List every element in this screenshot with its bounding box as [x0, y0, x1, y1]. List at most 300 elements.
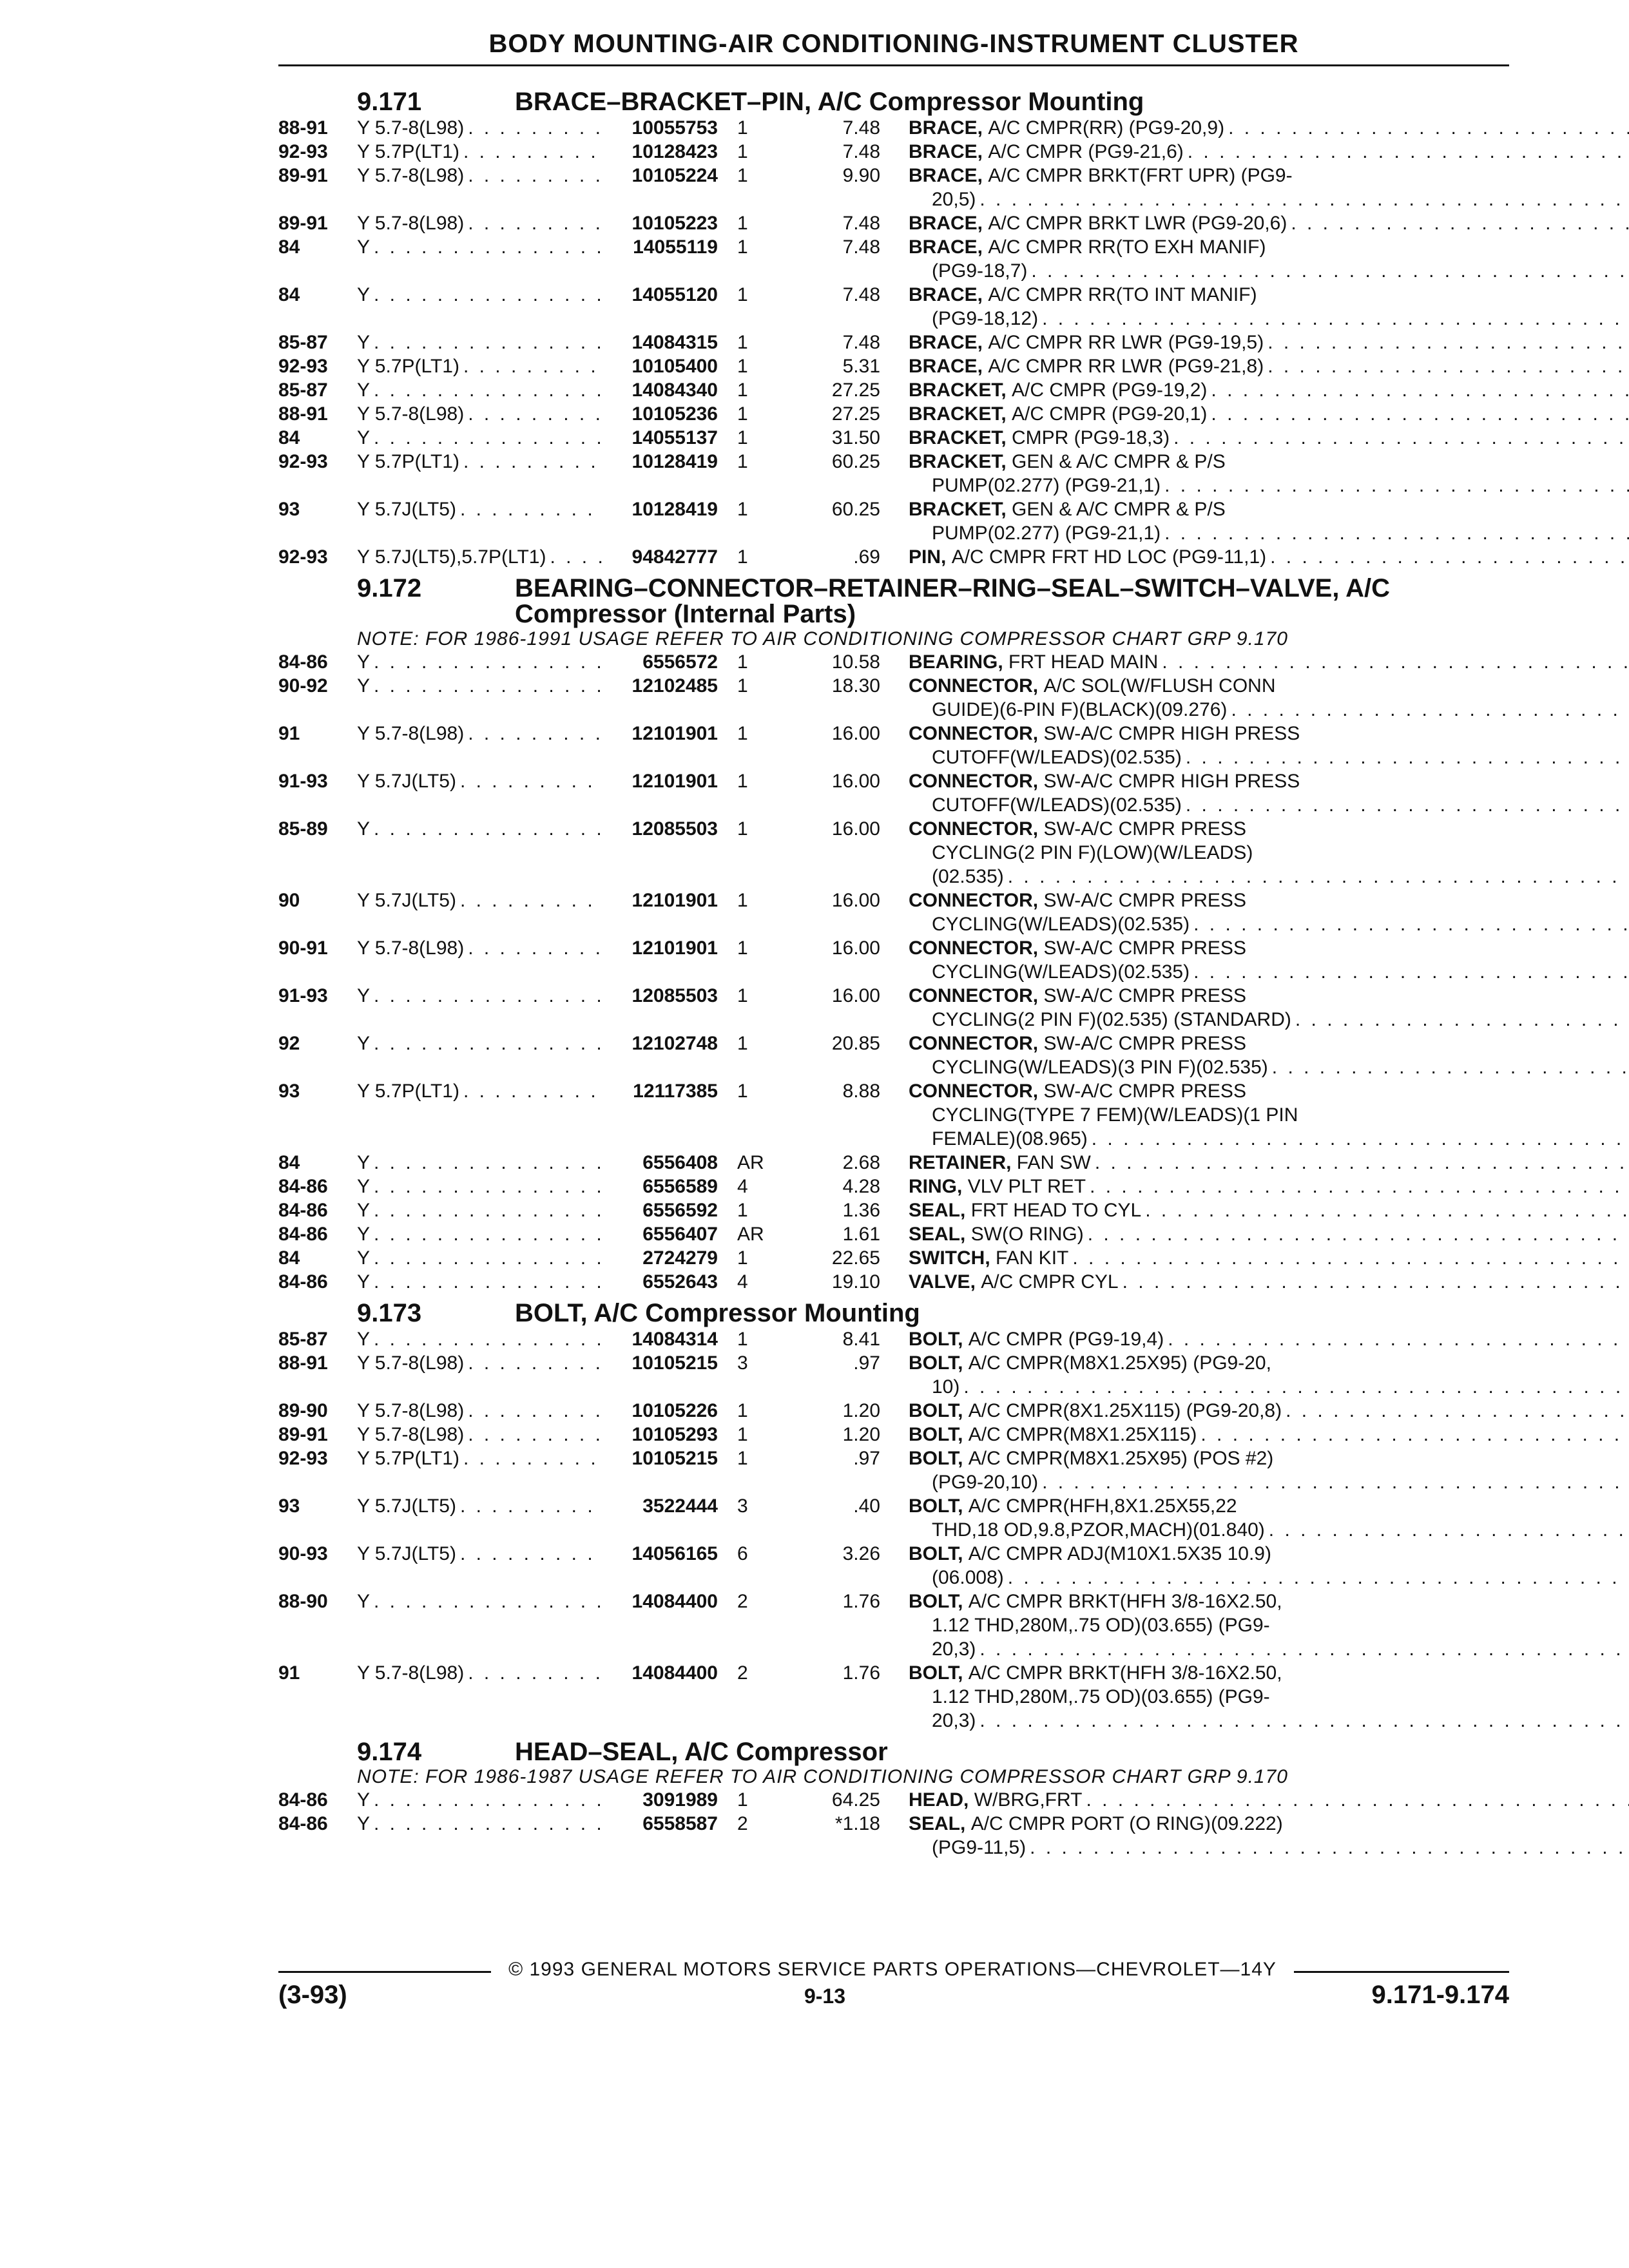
part-row — [278, 402, 1509, 426]
description-line — [909, 1399, 1629, 1423]
description-text: SW-A/C CMPR HIGH PRESS — [1043, 723, 1300, 744]
price: *1.18 — [834, 1813, 880, 1834]
model-years: 92-93 — [278, 356, 328, 377]
section-heading — [278, 1300, 1509, 1326]
description — [880, 936, 1629, 984]
part-name: BOLT, — [909, 1329, 963, 1350]
description-line — [909, 354, 1629, 378]
part-number: 6556407 — [642, 1224, 718, 1245]
part-row — [278, 1079, 1509, 1151]
application — [357, 936, 602, 960]
leader-dots — [456, 497, 602, 521]
model-years: 89-90 — [278, 1400, 328, 1421]
price: 27.25 — [831, 380, 880, 401]
application — [357, 1327, 602, 1351]
description-line — [909, 1375, 1629, 1399]
description-text: GEN & A/C CMPR & P/S — [1012, 499, 1226, 520]
part-number: 2724279 — [642, 1247, 718, 1269]
price: 16.00 — [831, 723, 880, 744]
part-row — [278, 1351, 1509, 1399]
description-line — [909, 1470, 1629, 1494]
description-line — [909, 865, 1629, 889]
description-text: A/C CMPR RR(TO INT MANIF) — [988, 284, 1257, 305]
leader-dots — [370, 426, 602, 450]
quantity: 1 — [737, 403, 748, 425]
model-years: 93 — [278, 1495, 300, 1517]
description-line — [909, 545, 1629, 569]
part-name: BRACKET, — [909, 451, 1007, 472]
footer-copyright: © 1993 GENERAL MOTORS SERVICE PARTS OPERATIONS—CHEVROLET—14Y — [508, 1959, 1277, 1980]
model-years: 84-86 — [278, 1224, 328, 1245]
application-text: Y — [357, 1789, 371, 1811]
model-years: 88-91 — [278, 117, 328, 139]
leader-dots — [370, 650, 602, 674]
part-name: BOLT, — [909, 1591, 963, 1612]
application — [357, 1788, 602, 1812]
leader-dots — [456, 889, 602, 912]
quantity: 1 — [737, 499, 748, 520]
part-number: 6558587 — [642, 1813, 718, 1834]
part-row — [278, 1222, 1509, 1246]
leader-dots — [464, 402, 602, 426]
application — [357, 889, 602, 912]
application — [357, 817, 602, 841]
quantity: 1 — [737, 937, 748, 959]
price: 60.25 — [831, 451, 880, 472]
part-name: BRACKET, — [909, 499, 1007, 520]
application — [357, 722, 602, 745]
description-text: SW-A/C CMPR PRESS — [1043, 1033, 1246, 1054]
quantity: 1 — [737, 1424, 748, 1445]
leader-dots — [370, 283, 602, 307]
description — [880, 984, 1629, 1032]
part-row — [278, 817, 1509, 889]
description — [880, 1079, 1629, 1151]
description — [880, 331, 1629, 354]
leader-dots — [1026, 1836, 1629, 1860]
application-text: Y — [357, 380, 371, 401]
description-text: (06.008) — [932, 1567, 1004, 1588]
leader-dots — [464, 1399, 602, 1423]
leader-dots — [976, 1637, 1629, 1661]
application-text: Y 5.7-8(L98) — [357, 1400, 465, 1421]
part-name: SWITCH, — [909, 1247, 990, 1269]
description-text: FAN SW — [1016, 1152, 1091, 1173]
description — [880, 140, 1629, 164]
description — [880, 817, 1629, 889]
description-line — [909, 1613, 1629, 1637]
quantity: 1 — [737, 356, 748, 377]
application — [357, 402, 602, 426]
description — [880, 1032, 1629, 1079]
quantity: 1 — [737, 380, 748, 401]
part-number: 14084315 — [631, 332, 718, 353]
description-text: A/C CMPR RR LWR (PG9-19,5) — [988, 332, 1264, 353]
leader-dots — [1164, 1327, 1629, 1351]
leader-dots — [1038, 307, 1629, 331]
description — [880, 722, 1629, 769]
leader-dots — [370, 378, 602, 402]
application-text: Y 5.7-8(L98) — [357, 213, 465, 234]
description-line — [909, 331, 1629, 354]
leader-dots — [1027, 259, 1629, 283]
part-number: 14055119 — [633, 236, 718, 258]
description-text: 10) — [932, 1376, 960, 1398]
price: 60.25 — [831, 499, 880, 520]
description-line — [909, 164, 1629, 187]
description — [880, 674, 1629, 722]
part-row — [278, 674, 1509, 722]
description-line — [909, 1423, 1629, 1446]
part-row — [278, 1032, 1509, 1079]
application — [357, 674, 602, 698]
description — [880, 1446, 1629, 1494]
section-note: NOTE: FOR 1986-1987 USAGE REFER TO AIR CONDITIONING COMPRESSOR CHART GRP 9.170 — [357, 1766, 1288, 1787]
application-text: Y — [357, 332, 371, 353]
footer-rule-left — [278, 1971, 491, 1973]
leader-dots — [1266, 545, 1629, 569]
description-line — [909, 984, 1629, 1008]
part-name: BRACE, — [909, 332, 983, 353]
model-years: 92 — [278, 1033, 300, 1054]
part-row — [278, 1423, 1509, 1446]
description-text: SW-A/C CMPR PRESS — [1043, 890, 1246, 911]
quantity: 1 — [737, 1448, 748, 1469]
part-row — [278, 1151, 1509, 1175]
price: 1.76 — [842, 1662, 880, 1684]
application — [357, 497, 602, 521]
description-line — [909, 960, 1629, 984]
part-name: BRACKET, — [909, 427, 1007, 448]
application — [357, 769, 602, 793]
footer-page-number: 9-13 — [804, 1984, 846, 2008]
model-years: 84-86 — [278, 651, 328, 673]
section-title: HEAD–SEAL, A/C Compressor — [515, 1738, 888, 1766]
application — [357, 650, 602, 674]
price: 16.00 — [831, 890, 880, 911]
description-text: A/C CMPR RR(TO EXH MANIF) — [988, 236, 1266, 258]
description-text: (PG9-11,5) — [932, 1837, 1027, 1858]
description-text: A/C CMPR (PG9-19,4) — [968, 1329, 1164, 1350]
description — [880, 1351, 1629, 1399]
description — [880, 1423, 1629, 1446]
model-years: 88-91 — [278, 1352, 328, 1374]
leader-dots — [459, 450, 602, 474]
application-text: Y — [357, 284, 371, 305]
quantity: 1 — [737, 1789, 748, 1811]
description — [880, 769, 1629, 817]
leader-dots — [370, 674, 602, 698]
description-line — [909, 1812, 1629, 1836]
price: 18.30 — [831, 675, 880, 697]
description-line — [909, 426, 1629, 450]
part-number: 12101901 — [631, 890, 718, 911]
description-text: 20,3) — [932, 1639, 976, 1660]
description-text: A/C CMPR RR LWR (PG9-21,8) — [988, 356, 1264, 377]
part-name: BRACE, — [909, 213, 983, 234]
application — [357, 1079, 602, 1103]
price: 16.00 — [831, 818, 880, 840]
part-name: BOLT, — [909, 1424, 963, 1445]
leader-dots — [1182, 793, 1629, 817]
description-line — [909, 1246, 1629, 1270]
leader-dots — [459, 354, 602, 378]
model-years: 84-86 — [278, 1789, 328, 1811]
part-number: 12117385 — [633, 1081, 718, 1102]
description-text: CYCLING(W/LEADS)(02.535) — [932, 914, 1190, 935]
price: 16.00 — [831, 771, 880, 792]
section-title: BOLT, A/C Compressor Mounting — [515, 1299, 920, 1327]
leader-dots — [456, 1542, 602, 1566]
footer-group-range: 9.171-9.174 — [1371, 1981, 1509, 2009]
model-years: 90-93 — [278, 1543, 328, 1564]
application-text: Y 5.7-8(L98) — [357, 1424, 465, 1445]
part-number: 12102748 — [631, 1033, 718, 1054]
application-text: Y — [357, 1224, 371, 1245]
model-years: 84 — [278, 427, 300, 448]
application — [357, 1032, 602, 1055]
description-line — [909, 817, 1629, 841]
description-line — [909, 1127, 1629, 1151]
description-line — [909, 1542, 1629, 1566]
application-text: Y 5.7-8(L98) — [357, 165, 465, 186]
application — [357, 1446, 602, 1470]
description-line — [909, 1566, 1629, 1590]
application-text: Y — [357, 651, 371, 673]
part-row — [278, 1494, 1509, 1542]
description-line — [909, 1032, 1629, 1055]
part-name: BOLT, — [909, 1543, 963, 1564]
part-row — [278, 1198, 1509, 1222]
description — [880, 1270, 1629, 1294]
price: 7.48 — [842, 117, 880, 139]
part-name: BOLT, — [909, 1400, 963, 1421]
description-line — [909, 1151, 1629, 1175]
description-text: A/C CMPR ADJ(M10X1.5X35 10.9) — [968, 1543, 1271, 1564]
quantity: 1 — [737, 771, 748, 792]
application-text: Y — [357, 1033, 371, 1054]
description-line — [909, 1709, 1629, 1733]
application — [357, 331, 602, 354]
description-text: A/C CMPR PORT (O RING)(09.222) — [970, 1813, 1283, 1834]
part-number: 14055137 — [631, 427, 718, 448]
description-text: A/C CMPR(M8X1.25X95) (POS #2) — [968, 1448, 1274, 1469]
application-text: Y — [357, 1152, 371, 1173]
application — [357, 426, 602, 450]
application — [357, 1399, 602, 1423]
part-name: CONNECTOR, — [909, 675, 1039, 697]
application — [357, 1175, 602, 1198]
part-row — [278, 1446, 1509, 1494]
part-row — [278, 283, 1509, 331]
leader-dots — [464, 164, 602, 187]
quantity: 1 — [737, 1200, 748, 1221]
application-text: Y — [357, 818, 371, 840]
description-line — [909, 1327, 1629, 1351]
leader-dots — [1161, 474, 1629, 497]
leader-dots — [1086, 1175, 1629, 1198]
application-text: Y — [357, 675, 371, 697]
description — [880, 426, 1629, 450]
description-line — [909, 912, 1629, 936]
application — [357, 1812, 602, 1836]
price: 7.48 — [842, 284, 880, 305]
leader-dots — [1004, 1566, 1629, 1590]
description-text: CYCLING(W/LEADS)(3 PIN F)(02.535) — [932, 1057, 1268, 1078]
description-text: SW-A/C CMPR PRESS — [1043, 818, 1246, 840]
leader-dots — [1141, 1198, 1629, 1222]
leader-dots — [459, 140, 602, 164]
model-years: 85-87 — [278, 332, 328, 353]
description-text: FRT HEAD MAIN — [1008, 651, 1159, 673]
description — [880, 1788, 1629, 1812]
description — [880, 545, 1629, 569]
leader-dots — [1182, 745, 1629, 769]
part-number: 12101901 — [631, 937, 718, 959]
part-row — [278, 1812, 1509, 1860]
price: 3.26 — [842, 1543, 880, 1564]
part-row — [278, 354, 1509, 378]
part-number: 10105224 — [631, 165, 718, 186]
price: .40 — [853, 1495, 880, 1517]
leader-dots — [459, 1446, 602, 1470]
application-text: Y 5.7J(LT5) — [357, 1543, 456, 1564]
quantity: AR — [737, 1152, 764, 1173]
price: 20.85 — [831, 1033, 880, 1054]
description-line — [909, 1103, 1629, 1127]
leader-dots — [370, 1151, 602, 1175]
description — [880, 1198, 1629, 1222]
model-years: 84-86 — [278, 1271, 328, 1293]
part-name: CONNECTOR, — [909, 723, 1039, 744]
header-rule — [278, 64, 1509, 66]
description-text: A/C CMPR(HFH,8X1.25X55,22 — [968, 1495, 1237, 1517]
description-text: 20,3) — [932, 1710, 976, 1731]
description-line — [909, 1175, 1629, 1198]
description — [880, 1590, 1629, 1661]
application-text: Y 5.7P(LT1) — [357, 356, 459, 377]
section-title: BRACE–BRACKET–PIN, A/C Compressor Mounting — [515, 88, 1144, 116]
description-text: (PG9-18,12) — [932, 308, 1039, 329]
description — [880, 1661, 1629, 1733]
application — [357, 1542, 602, 1566]
description-text: (02.535) — [932, 866, 1004, 887]
description — [880, 283, 1629, 331]
description-text: A/C CMPR BRKT(HFH 3/8-16X2.50, — [968, 1662, 1282, 1684]
application — [357, 1423, 602, 1446]
quantity: 1 — [737, 284, 748, 305]
model-years: 92-93 — [278, 141, 328, 162]
description-line — [909, 1008, 1629, 1032]
leader-dots — [1088, 1127, 1629, 1151]
price: 16.00 — [831, 937, 880, 959]
quantity: 2 — [737, 1662, 748, 1684]
description-text: (PG9-20,10) — [932, 1472, 1039, 1493]
description-line — [909, 1836, 1629, 1860]
description-line — [909, 235, 1629, 259]
leader-dots — [456, 1494, 602, 1518]
leader-dots — [546, 545, 602, 569]
part-number: 10128423 — [631, 141, 718, 162]
quantity: 2 — [737, 1591, 748, 1612]
section-heading — [278, 89, 1509, 115]
part-row — [278, 1327, 1509, 1351]
description-line — [909, 1198, 1629, 1222]
price: 7.48 — [842, 213, 880, 234]
leader-dots — [1227, 698, 1629, 722]
price: 22.65 — [831, 1247, 880, 1269]
application-text: Y 5.7-8(L98) — [357, 1352, 465, 1374]
quantity: 1 — [737, 141, 748, 162]
part-name: SEAL, — [909, 1813, 966, 1834]
quantity: 1 — [737, 1400, 748, 1421]
quantity: 1 — [737, 427, 748, 448]
price: 7.48 — [842, 332, 880, 353]
quantity: 1 — [737, 165, 748, 186]
application-text: Y 5.7P(LT1) — [357, 1448, 459, 1469]
description — [880, 211, 1629, 235]
part-row — [278, 235, 1509, 283]
leader-dots — [464, 1351, 602, 1375]
section-9-171 — [278, 89, 1509, 569]
description — [880, 1494, 1629, 1542]
description-text: W/BRG,FRT — [974, 1789, 1083, 1811]
model-years: 84-86 — [278, 1176, 328, 1197]
page-header-title: BODY MOUNTING-AIR CONDITIONING-INSTRUMENT CLUSTER — [488, 30, 1299, 58]
part-number: 14084400 — [631, 1662, 718, 1684]
leader-dots — [1082, 1788, 1629, 1812]
description — [880, 235, 1629, 283]
part-row — [278, 331, 1509, 354]
part-row — [278, 1590, 1509, 1661]
application — [357, 1661, 602, 1685]
section-heading — [278, 1739, 1509, 1765]
leader-dots — [1268, 1055, 1629, 1079]
part-row — [278, 1175, 1509, 1198]
description-line — [909, 1788, 1629, 1812]
leader-dots — [370, 1812, 602, 1836]
description-text: CMPR (PG9-18,3) — [1012, 427, 1170, 448]
section-title: BEARING–CONNECTOR–RETAINER–RING–SEAL–SWITCH–VALVE, A/C Compressor (Internal Parts) — [515, 574, 1390, 628]
price: 8.88 — [842, 1081, 880, 1102]
description-line — [909, 793, 1629, 817]
quantity: 1 — [737, 332, 748, 353]
application-text: Y — [357, 1247, 371, 1269]
description-text: 1.12 THD,280M,.75 OD)(03.655) (PG9- — [932, 1686, 1270, 1707]
part-number: 14084400 — [631, 1591, 718, 1612]
part-name: CONNECTOR, — [909, 1033, 1039, 1054]
model-years: 85-89 — [278, 818, 328, 840]
price: 10.58 — [831, 651, 880, 673]
model-years: 92-93 — [278, 451, 328, 472]
application-text: Y — [357, 427, 371, 448]
part-number: 14055120 — [631, 284, 718, 305]
quantity: 1 — [737, 985, 748, 1006]
leader-dots — [1265, 1518, 1629, 1542]
part-row — [278, 722, 1509, 769]
price: .97 — [853, 1352, 880, 1374]
quantity: 1 — [737, 1247, 748, 1269]
application-text: Y — [357, 236, 371, 258]
description-text: CYCLING(2 PIN F)(LOW)(W/LEADS) — [932, 842, 1253, 863]
model-years: 84 — [278, 1152, 300, 1173]
description — [880, 1399, 1629, 1423]
leader-dots — [370, 1032, 602, 1055]
application-text: Y — [357, 1271, 371, 1293]
quantity: 1 — [737, 451, 748, 472]
leader-dots — [1170, 426, 1629, 450]
part-number: 14056165 — [631, 1543, 718, 1564]
